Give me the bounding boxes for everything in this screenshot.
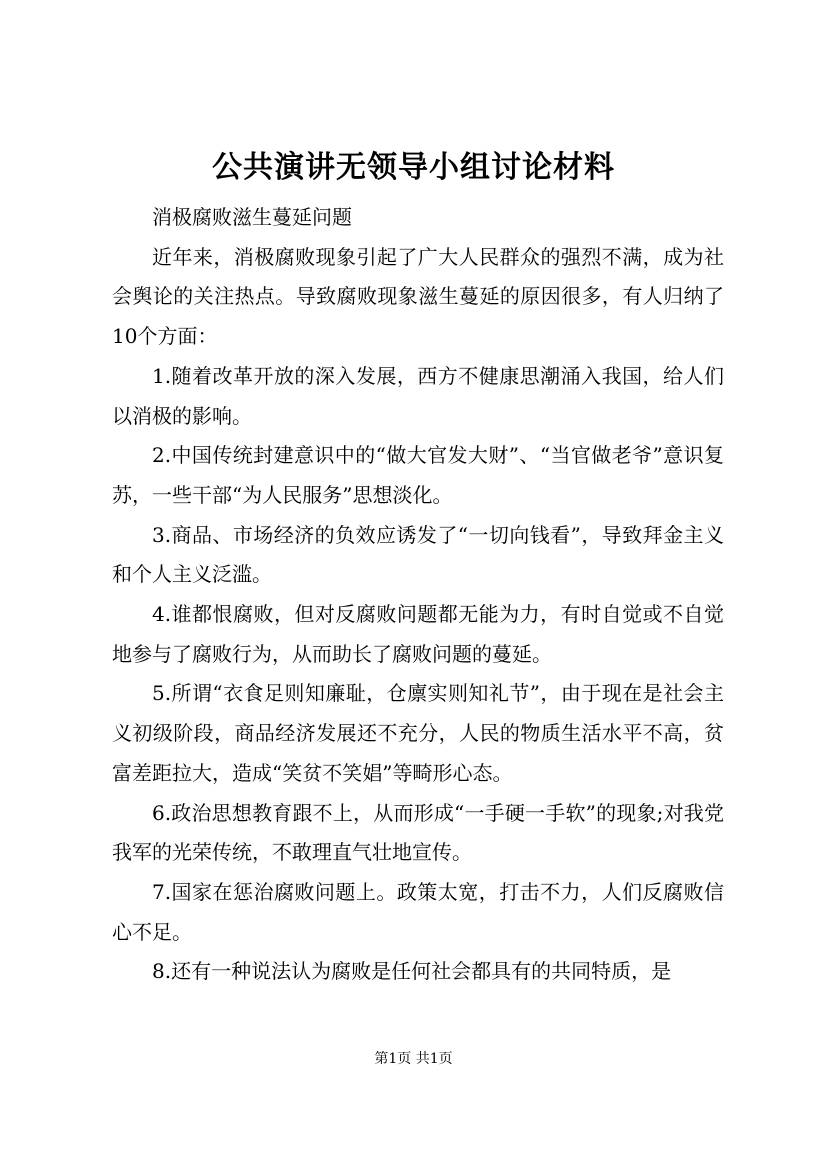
paragraph-item-4: 4.谁都恨腐败，但对反腐败问题都无能为力，有时自觉或不自觉地参与了腐败行为，从而助长了腐败问题的蔓延。: [112, 602, 724, 666]
paragraph-item-3: 3.商品、市场经济的负效应诱发了“一切向钱看”，导致拜金主义和个人主义泛滥。: [112, 522, 724, 587]
paragraph-item-1: 1.随着改革开放的深入发展，西方不健康思潮涌入我国，给人们以消极的影响。: [112, 363, 724, 428]
paragraph-intro: 近年来，消极腐败现象引起了广大人民群众的强烈不满，成为社会舆论的关注热点。导致腐败现象滋生蔓延的原因很多，有人归纳了10个方面：: [112, 244, 724, 349]
document-title: 公共演讲无领导小组讨论材料: [212, 150, 615, 185]
paragraph-item-5: 5.所谓“衣食足则知廉耻，仓廪实则知礼节”，由于现在是社会主义初级阶段，商品经济发展还不充分，人民的物质生活水平不高，贫富差距拉大，造成“笑贫不笑娼”等畸形心态。: [112, 681, 724, 785]
paragraph-item-6: 6.政治思想教育跟不上，从而形成“一手硬一手软”的现象;对我党我军的光荣传统，不敢理直气壮地宣传。: [112, 800, 724, 865]
paragraph-item-8: 8.还有一种说法认为腐败是任何社会都具有的共同特质，是: [152, 959, 672, 984]
paragraph-item-7: 7.国家在惩治腐败问题上。政策太宽，打击不力，人们反腐败信心不足。: [112, 879, 724, 944]
page-number: 第1页 共1页: [374, 1051, 453, 1067]
paragraph-item-2: 2.中国传统封建意识中的“做大官发大财”、“当官做老爷”意识复苏，一些干部“为人民服务”思想淡化。: [112, 443, 724, 507]
document-body: [112, 198, 724, 992]
section-heading: 消极腐败滋生蔓延问题: [152, 205, 352, 229]
page-footer: [0, 1049, 827, 1069]
